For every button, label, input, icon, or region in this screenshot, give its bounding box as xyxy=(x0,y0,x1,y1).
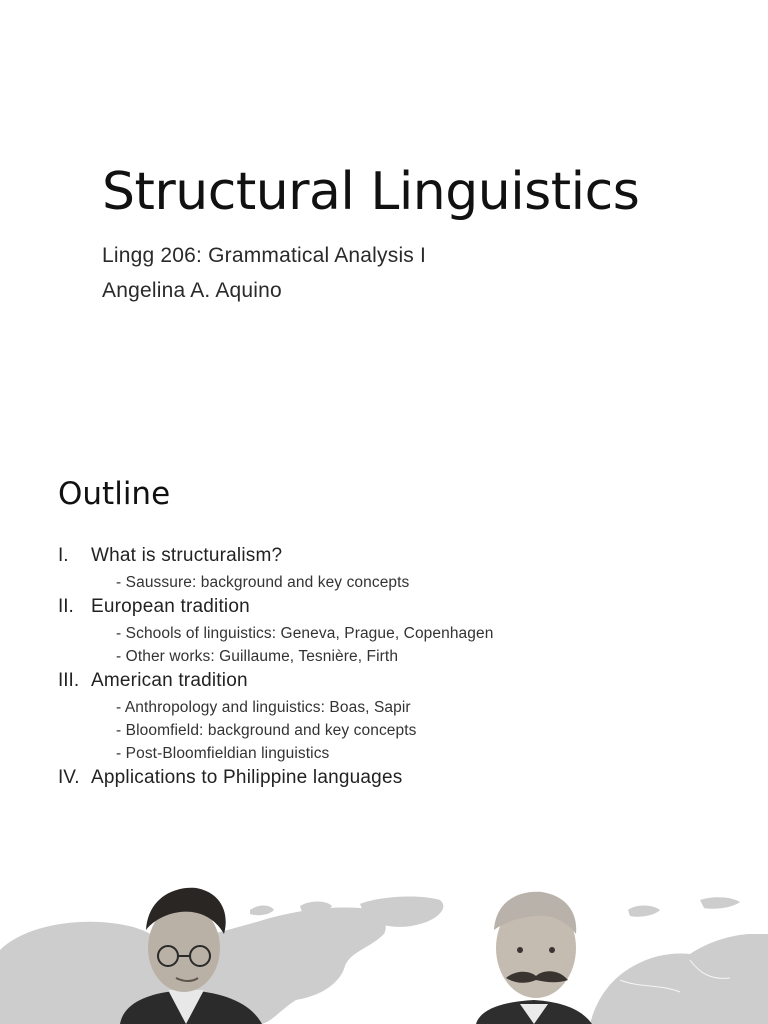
world-map xyxy=(0,897,768,1024)
slide-title: Structural Linguistics xyxy=(102,162,640,222)
world-map-portraits-illustration xyxy=(0,860,768,1024)
outline-subitem: - Saussure: background and key concepts xyxy=(116,574,410,591)
outline-subitem: - Anthropology and linguistics: Boas, Sapir xyxy=(116,699,411,716)
outline-item xyxy=(58,670,718,765)
portrait-right xyxy=(476,892,592,1024)
outline-numeral: II. xyxy=(58,596,74,617)
outline-heading: Outline xyxy=(58,476,171,512)
outline-item xyxy=(58,596,718,668)
outline-item xyxy=(58,545,718,594)
outline-item xyxy=(58,767,718,795)
outline-numeral: IV. xyxy=(58,767,80,788)
course-name: Lingg 206: Grammatical Analysis I xyxy=(102,244,427,267)
outline-item-text: What is structuralism? xyxy=(91,545,283,566)
outline-numeral: III. xyxy=(58,670,80,691)
outline-subitem: - Post-Bloomfieldian linguistics xyxy=(116,745,330,762)
outline-item-text: European tradition xyxy=(91,596,250,617)
author-name: Angelina A. Aquino xyxy=(102,279,282,302)
outline-item-text: American tradition xyxy=(91,670,248,691)
outline-numeral: I. xyxy=(58,545,69,566)
outline-item-text: Applications to Philippine languages xyxy=(91,767,403,788)
outline-subitem: - Schools of linguistics: Geneva, Prague, Copenhagen xyxy=(116,625,494,642)
outline-subitem: - Other works: Guillaume, Tesnière, Firth xyxy=(116,648,399,665)
title-slide xyxy=(0,0,768,440)
outline-subitem: - Bloomfield: background and key concepts xyxy=(116,722,417,739)
outline-list xyxy=(58,545,718,795)
